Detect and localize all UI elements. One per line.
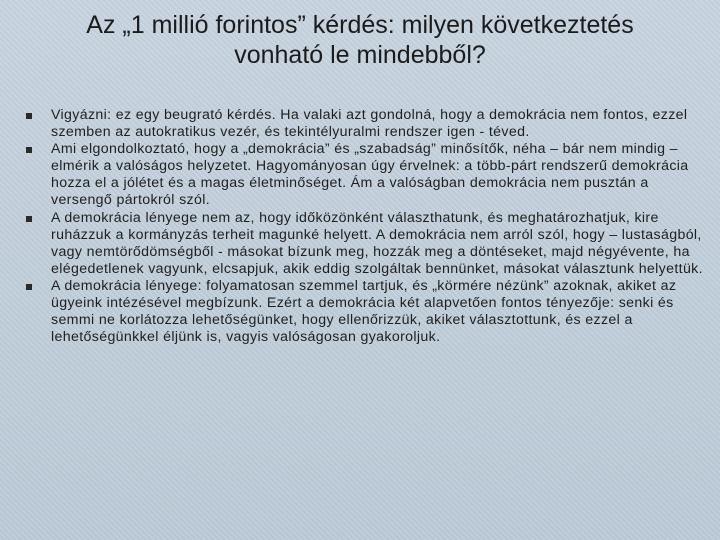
square-bullet-icon	[26, 147, 32, 153]
square-bullet-icon	[26, 216, 32, 222]
bullet-text: A demokrácia lényege: folyamatosan szemmel tartjuk, és „körmére nézünk” azoknak, akiket az ügyeink intézésével megbízunk. Ezért a demokrácia két alapvetően fontos tényezője: senki és semmi ne korlátozza lehetőségünket, hogy ellenőrizzük, akiket választottunk, és ezzel a lehetőségünkkel éljünk is, vagyis valóságosan gyakoroljuk.	[51, 277, 677, 346]
bullet-item	[22, 278, 712, 346]
bullet-text: Ami elgondolkoztató, hogy a „demokrácia” és „szabadság” minősítők, néha – bár nem mindig – elmérik a valóságos helyzetet. Hagyományosan úgy érvelnek: a több-párt rendszerű demokrácia hozza el a jólétet és a magas életminőséget. Ám a valóságban demokrácia nem pusztán a versengő pártokról szól.	[51, 141, 689, 209]
bullet-item	[22, 141, 712, 209]
slide-title: Az „1 millió forintos” kérdés: milyen következtetés vonható le mindebből?	[86, 11, 634, 69]
bullet-text: A demokrácia lényege nem az, hogy időközönként választhatunk, és meghatározhatjuk, kire ruházzuk a kormányzás terheit magunké helyett. A demokrácia nem arról szól, hogy – lustaságból, vagy nemtörődömségből - másokat bízunk meg, hozzák meg a döntéseket, majd négyévente, ha elégedetlenek vagyunk, elcsapjuk, akik eddig szolgáltak bennünket, másokat választunk helyettük.	[51, 209, 703, 277]
bullet-list	[22, 107, 712, 346]
square-bullet-icon	[26, 284, 32, 290]
bullet-item	[22, 107, 712, 141]
bullet-item	[22, 210, 712, 278]
square-bullet-icon	[26, 113, 32, 119]
bullet-text: Vigyázni: ez egy beugrató kérdés. Ha valaki azt gondolná, hogy a demokrácia nem fontos, ezzel szemben az autokratikus vezér, és tekintélyuralmi rendszer igen - téved.	[51, 107, 688, 141]
